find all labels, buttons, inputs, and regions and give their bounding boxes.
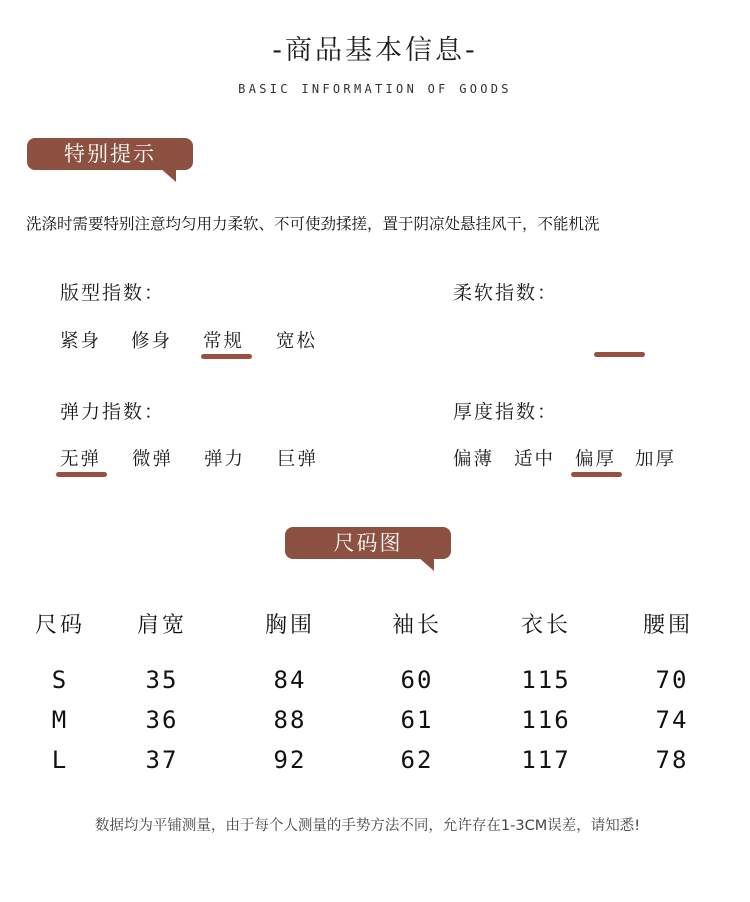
page-title: -商品基本信息- [272,35,478,66]
special-tip-tag-tail [160,168,176,182]
thickness-index-title: 厚度指数： [453,401,559,423]
table-cell: 70 [655,666,689,694]
table-cell: 61 [400,706,434,734]
table-cell: 92 [273,746,307,774]
elasticity-selected-underline [56,472,107,477]
table-cell: 78 [655,746,689,774]
table-cell: 116 [521,706,571,734]
table-header: 衣长 [520,613,571,638]
table-header: 袖长 [391,613,442,638]
table-header: 腰围 [642,613,693,638]
measurement-footnote: 数据均为平铺测量，由于每个人测量的手势方法不同，允许存在1-3CM误差，请知悉! [94,818,641,834]
page-subtitle: BASIC INFORMATION OF GOODS [238,82,512,96]
table-cell: 37 [145,746,179,774]
thickness-option: 偏薄 [453,449,495,470]
table-header: 胸围 [264,613,315,638]
softness-index-title: 柔软指数： [453,282,559,304]
table-cell: 60 [400,666,434,694]
table-cell: 74 [655,706,689,734]
table-cell: 88 [273,706,307,734]
elasticity-option: 微弹 [132,449,174,470]
fit-selected-underline [201,354,252,359]
fit-option: 紧身 [60,331,102,352]
table-cell: 115 [521,666,571,694]
thickness-selected-underline [571,472,622,477]
table-header: 尺码 [34,613,85,638]
size-chart-tag: 尺码图 [285,527,451,559]
elasticity-option: 巨弹 [277,449,319,470]
table-cell: 84 [273,666,307,694]
table-header: 肩宽 [136,613,187,638]
table-cell: M [51,706,69,734]
special-tip-tag: 特别提示 [27,138,193,170]
table-cell: S [51,666,69,694]
special-tip-text: 洗涤时需要特别注意均匀用力柔软、不可使劲揉搓，置于阴凉处悬挂风干，不能机洗 [26,215,600,233]
table-cell: 62 [400,746,434,774]
elasticity-option-selected: 无弹 [60,449,102,470]
table-cell: 36 [145,706,179,734]
thickness-option-selected: 偏厚 [575,449,617,470]
thickness-option: 适中 [514,449,556,470]
table-cell: L [51,746,69,774]
table-cell: 117 [521,746,571,774]
elasticity-index-title: 弹力指数： [60,401,166,423]
softness-selected-underline [594,352,645,357]
fit-option-selected: 常规 [203,331,245,352]
size-chart-tag-tail [418,557,434,571]
fit-option: 宽松 [276,331,318,352]
elasticity-option: 弹力 [204,449,246,470]
fit-option: 修身 [131,331,173,352]
thickness-option: 加厚 [635,449,677,470]
table-cell: 35 [145,666,179,694]
fit-index-title: 版型指数： [60,282,166,304]
